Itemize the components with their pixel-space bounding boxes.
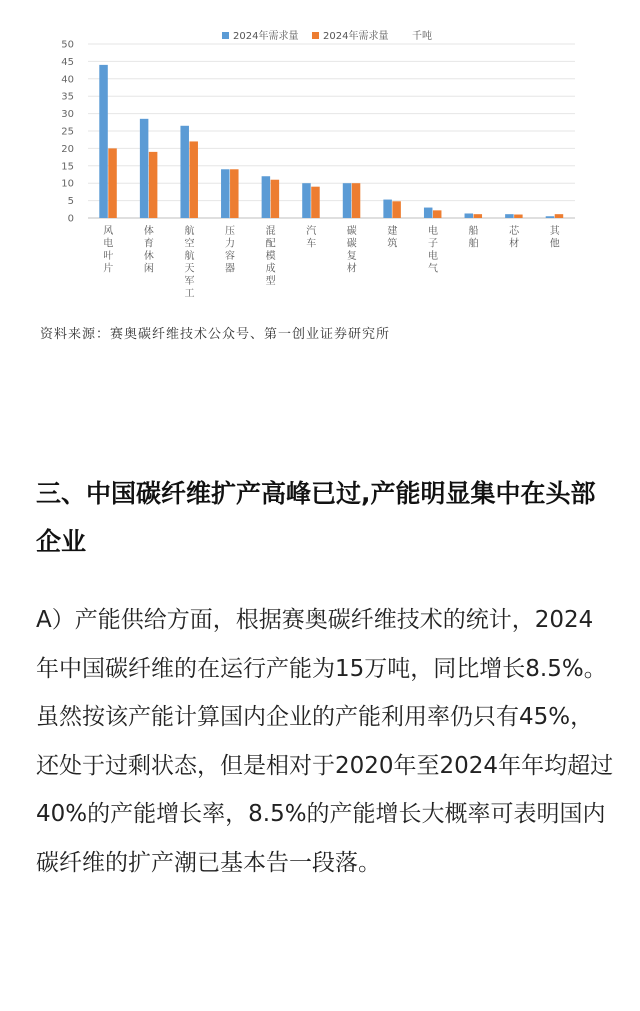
chart-figure (0, 0, 640, 380)
bar-orange (555, 214, 564, 218)
chart-source: 资料来源：赛奥碳纤维技术公众号、第一创业证券研究所 (40, 327, 391, 342)
bar-orange (271, 180, 280, 218)
bar-orange (189, 141, 198, 218)
y-tick-label: 45 (61, 56, 74, 68)
y-tick-label: 40 (61, 74, 74, 86)
bar-blue (546, 216, 555, 218)
bar-blue (180, 126, 189, 218)
bar-blue (383, 200, 392, 218)
legend-swatch (222, 32, 229, 39)
y-tick-label: 20 (61, 143, 74, 155)
x-category-label: 电子电气 (427, 226, 438, 275)
bar-orange (230, 169, 239, 218)
legend-swatch (312, 32, 319, 39)
y-tick-label: 50 (61, 39, 74, 51)
y-tick-label: 5 (67, 196, 74, 208)
x-category-label: 建筑 (387, 226, 398, 250)
y-tick-label: 35 (61, 91, 74, 103)
legend-label: 2024年需求量 (323, 31, 389, 42)
bar-blue (99, 65, 108, 218)
y-tick-label: 10 (61, 178, 74, 190)
section-heading: 三、中国碳纤维扩产高峰已过,产能明显集中在头部企业 (36, 479, 596, 556)
bar-orange (149, 152, 158, 218)
bar-orange (392, 201, 401, 218)
bar-blue (302, 183, 311, 218)
y-tick-label: 30 (61, 109, 74, 121)
bar-blue (221, 169, 230, 218)
legend-unit: 千吨 (412, 31, 432, 42)
bar-orange (352, 183, 361, 218)
bar-orange (514, 215, 523, 218)
x-category-label: 船舶 (468, 226, 479, 250)
bar-orange (474, 214, 483, 218)
legend-label: 2024年需求量 (233, 31, 299, 42)
x-category-label: 航空航天军工 (184, 226, 195, 300)
y-tick-label: 0 (67, 213, 74, 225)
x-category-label: 芯材 (509, 226, 520, 250)
bar-blue (424, 208, 433, 218)
bar-blue (262, 176, 271, 218)
y-tick-label: 25 (61, 126, 74, 138)
bar-orange (311, 187, 320, 218)
bar-blue (140, 119, 149, 218)
x-category-label: 碳碳复材 (346, 226, 357, 275)
body-paragraph: A）产能供给方面，根据赛奥碳纤维技术的统计，2024年中国碳纤维的在运行产能为15万吨，同比增长8.5%。虽然按该产能计算国内企业的产能利用率仍只有45%，还处于过剩状态，但是相对于2020年至2024年年均超过40%的产能增长率，8.5%的产能增长大概率可表明国内碳纤维的扩产潮已基本告一段落。 (36, 607, 614, 876)
bar-blue (343, 183, 352, 218)
bar-orange (108, 148, 117, 218)
bar-blue (505, 214, 514, 218)
x-category-label: 混配模成型 (265, 226, 276, 287)
bar-chart (0, 0, 640, 320)
y-tick-label: 15 (61, 161, 74, 173)
x-category-label: 风电叶片 (103, 226, 114, 275)
x-category-label: 其他 (549, 226, 560, 250)
bar-orange (433, 210, 442, 218)
x-category-label: 汽车 (306, 226, 317, 250)
x-category-label: 体育休闲 (143, 226, 154, 275)
x-category-label: 压力容器 (225, 226, 236, 275)
bar-blue (465, 213, 474, 218)
